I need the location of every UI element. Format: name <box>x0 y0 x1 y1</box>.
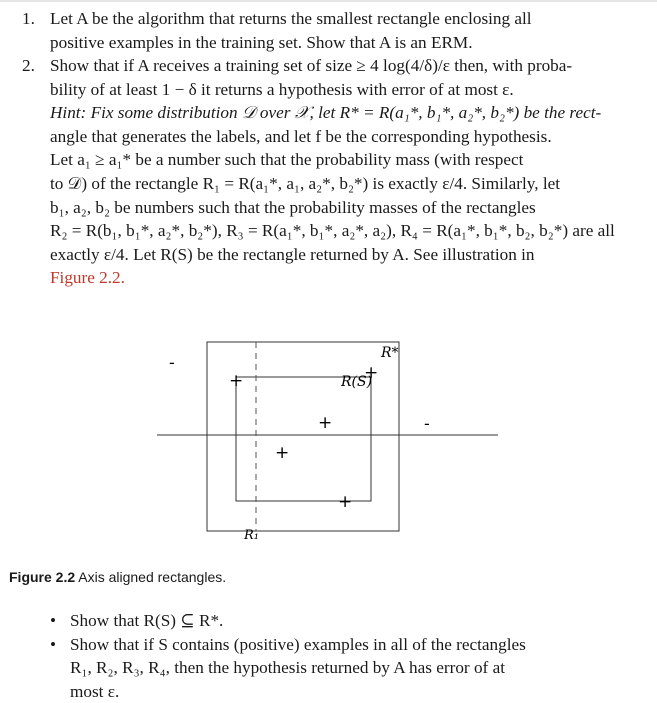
bullet-line: R₁, R₂, R₃, R₄, then the hypothesis returned by A has error of at <box>70 658 505 678</box>
rectangles-diagram <box>0 320 657 560</box>
plus-mark: + <box>338 492 353 512</box>
plus-mark: + <box>318 413 333 433</box>
figure-axis-aligned-rectangles <box>0 320 657 560</box>
top-border <box>0 0 657 2</box>
label-r-s: R(S) <box>341 374 373 390</box>
plus-mark: + <box>275 443 290 463</box>
item-line: positive examples in the training set. Show that A is an ERM. <box>50 32 473 52</box>
item-line: b₁, a₂, b₂ be numbers such that the probability masses of the rectangles <box>50 197 536 217</box>
item-number: 1. <box>22 9 35 28</box>
label-r-star: R* <box>381 345 399 361</box>
bullet-line: Show that if S contains (positive) examples in all of the rectangles <box>70 634 526 654</box>
bullet-list <box>50 609 610 703</box>
rectangle-r-s <box>236 377 371 501</box>
figure-reference[interactable]: Figure 2.2. <box>50 268 125 288</box>
item-line: exactly ε/4. Let R(S) be the rectangle returned by A. See illustration in <box>50 244 535 264</box>
item-line: to 𝒟) of the rectangle R₁ = R(a₁*, a₁, a₂*, b₂*) is exactly ε/4. Similarly, let <box>50 173 561 193</box>
bullet-dot: • <box>50 634 57 654</box>
exercise-item-2 <box>22 54 622 290</box>
item-line: Let a₁ ≥ a₁* be a number such that the probability mass (with respect <box>50 150 524 170</box>
item-number: 2. <box>22 56 35 75</box>
figure-caption <box>9 569 226 585</box>
minus-mark: - <box>169 353 175 372</box>
hint-line: Hint: Fix some distribution 𝒟 over 𝒳, let R* = R(a₁*, b₁*, a₂*, b₂*) be the rect- <box>50 103 602 123</box>
bullet-item-1 <box>50 609 610 633</box>
plus-mark: + <box>229 371 244 391</box>
label-r1: R₁ <box>244 528 259 543</box>
exercise-item-1 <box>22 7 622 54</box>
item-line: Show that if A receives a training set of size ≥ 4 log(4/δ)/ε then, with proba- <box>50 56 573 75</box>
caption-label: Figure 2.2 <box>9 569 76 585</box>
bullet-line: most ε. <box>70 681 120 701</box>
minus-mark: - <box>424 414 430 433</box>
item-line: Let A be the algorithm that returns the smallest rectangle enclosing all <box>50 9 532 28</box>
caption-text: Axis aligned rectangles. <box>78 569 227 585</box>
item-line: R₂ = R(b₁, b₁*, a₂*, b₂*), R₃ = R(a₁*, b₁*, a₂*, a₂), R₄ = R(a₁*, b₁*, b₂, b₂*) are all <box>50 221 615 241</box>
bullet-dot: • <box>50 611 57 630</box>
plus-mark: + <box>364 363 379 383</box>
item-line: angle that generates the labels, and let f be the corresponding hypothesis. <box>50 126 552 146</box>
bullet-line: Show that R(S) ⊆ R*. <box>70 611 224 630</box>
item-line: bility of at least 1 − δ it returns a hypothesis with error of at most ε. <box>50 79 514 99</box>
bullet-item-2 <box>50 633 610 703</box>
